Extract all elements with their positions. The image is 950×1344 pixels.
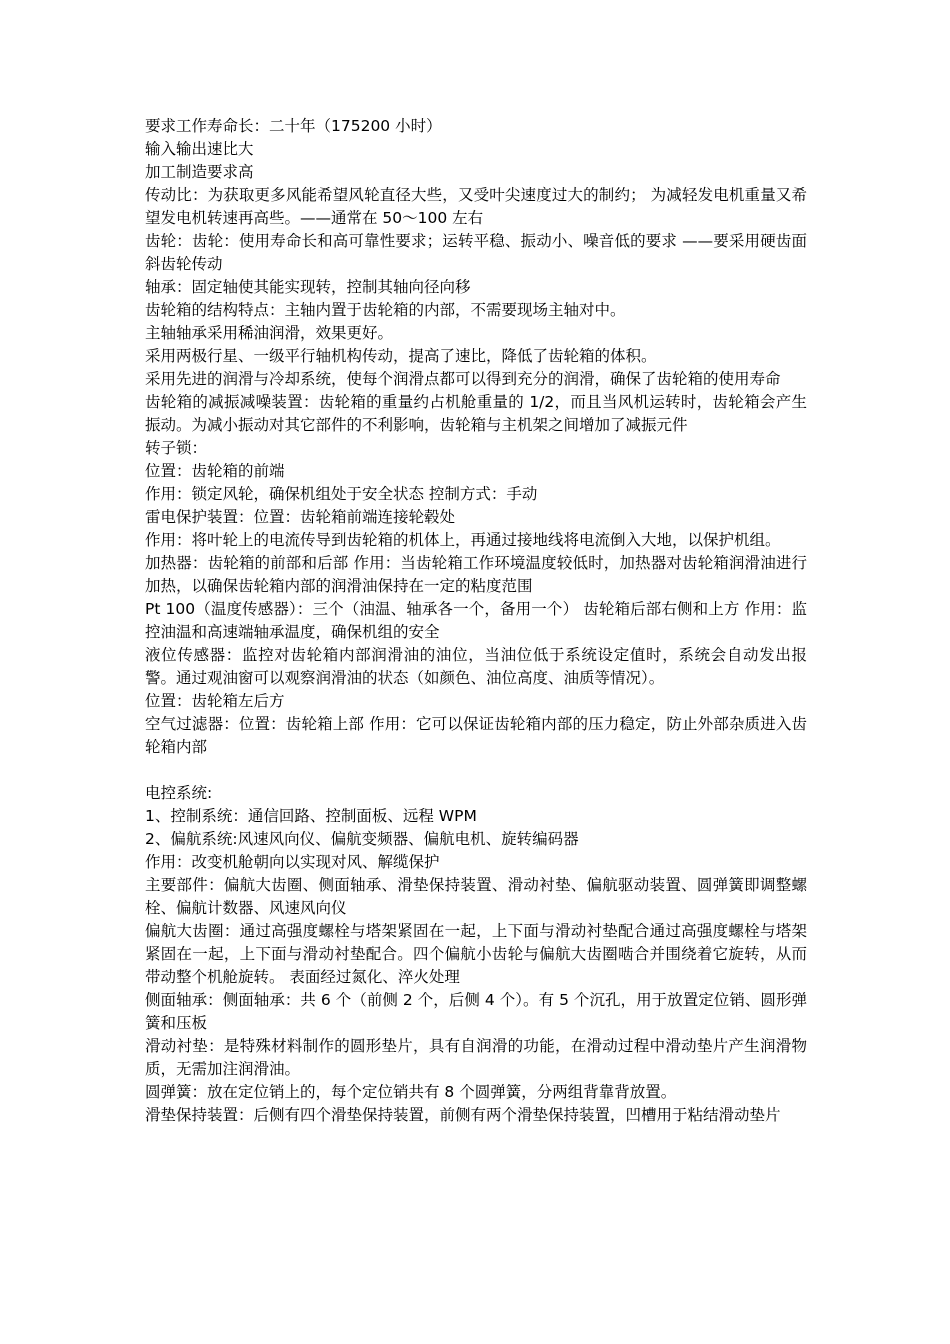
text-paragraph: 加热器：齿轮箱的前部和后部 作用：当齿轮箱工作环境温度较低时，加热器对齿轮箱润滑油进行加热，以确保齿轮箱内部的润滑油保持在一定的粘度范围 [145,554,807,595]
document-body [145,115,807,1127]
blank-line [145,759,807,782]
text-line: 圆弹簧：放在定位销上的，每个定位销共有 8 个圆弹簧，分两组背靠背放置。 [145,1083,677,1101]
text-line: 输入输出速比大 [145,140,254,158]
text-line: 作用：改变机舱朝向以实现对风、解缆保护 [145,853,440,871]
text-line: 齿轮箱的结构特点：主轴内置于齿轮箱的内部，不需要现场主轴对中。 [145,301,626,319]
text-line: 采用两极行星、一级平行轴机构传动，提高了速比，降低了齿轮箱的体积。 [145,347,657,365]
text-line: 1、控制系统：通信回路、控制面板、远程 WPM [145,807,477,825]
text-paragraph: 偏航大齿圈：通过高强度螺栓与塔架紧固在一起，上下面与滑动衬垫配合通过高强度螺栓与塔架紧固在一起，上下面与滑动衬垫配合。四个偏航小齿轮与偏航大齿圈啮合并围绕着它旋转，从而带动整个机舱旋转。 表面经过氮化、淬火处理 [145,922,807,986]
text-paragraph: 齿轮箱的减振减噪装置：齿轮箱的重量约占机舱重量的 1/2，而且当风机运转时，齿轮箱会产生振动。为减小振动对其它部件的不利影响，齿轮箱与主机架之间增加了减振元件 [145,393,807,434]
text-paragraph: 滑垫保持装置：后侧有四个滑垫保持装置，前侧有两个滑垫保持装置，凹槽用于粘结滑动垫片 [145,1106,781,1124]
text-paragraph: 齿轮：齿轮：使用寿命长和高可靠性要求；运转平稳、振动小、噪音低的要求 ——要采用硬齿面斜齿轮传动 [145,232,807,273]
text-line: 位置：齿轮箱的前端 [145,462,285,480]
text-paragraph: 液位传感器：监控对齿轮箱内部润滑油的油位，当油位低于系统设定值时，系统会自动发出报警。通过观油窗可以观察润滑油的状态（如颜色、油位高度、油质等情况）。 [145,646,807,687]
section-heading: 转子锁： [145,439,208,457]
text-paragraph: 滑动衬垫：是特殊材料制作的圆形垫片，具有自润滑的功能，在滑动过程中滑动垫片产生润滑物质，无需加注润滑油。 [145,1037,807,1078]
text-line: 加工制造要求高 [145,163,254,181]
text-paragraph: 作用：将叶轮上的电流传导到齿轮箱的机体上，再通过接地线将电流倒入大地，以保护机组。 [145,531,781,549]
text-line: 轴承：固定轴使其能实现转，控制其轴向径向移 [145,278,471,296]
text-line: 要求工作寿命长：二十年（175200 小时） [145,117,442,135]
text-line: 2、偏航系统:风速风向仪、偏航变频器、偏航电机、旋转编码器 [145,830,579,848]
text-line: 雷电保护装置：位置：齿轮箱前端连接轮毂处 [145,508,456,526]
text-paragraph: 采用先进的润滑与冷却系统，使每个润滑点都可以得到充分的润滑，确保了齿轮箱的使用寿命 [145,370,781,388]
text-paragraph: Pt 100（温度传感器）：三个（油温、轴承各一个，备用一个） 齿轮箱后部右侧和上方 作用：监控油温和高速端轴承温度，确保机组的安全 [145,600,807,641]
text-line: 作用：锁定风轮，确保机组处于安全状态 控制方式：手动 [145,485,538,503]
text-paragraph: 空气过滤器：位置：齿轮箱上部 作用：它可以保证齿轮箱内部的压力稳定，防止外部杂质进入齿轮箱内部 [145,715,807,756]
text-paragraph: 侧面轴承：侧面轴承：共 6 个（前侧 2 个，后侧 4 个）。有 5 个沉孔，用于放置定位销、圆形弹簧和压板 [145,991,807,1032]
text-line: 位置：齿轮箱左后方 [145,692,285,710]
text-paragraph: 传动比：为获取更多风能希望风轮直径大些，又受叶尖速度过大的制约； 为减轻发电机重量又希望发电机转速再高些。——通常在 50～100 左右 [145,186,807,227]
section-heading: 电控系统: [145,784,213,802]
text-line: 主轴轴承采用稀油润滑，效果更好。 [145,324,394,342]
text-paragraph: 主要部件：偏航大齿圈、侧面轴承、滑垫保持装置、滑动衬垫、偏航驱动装置、圆弹簧即调整螺栓、偏航计数器、风速风向仪 [145,876,807,917]
